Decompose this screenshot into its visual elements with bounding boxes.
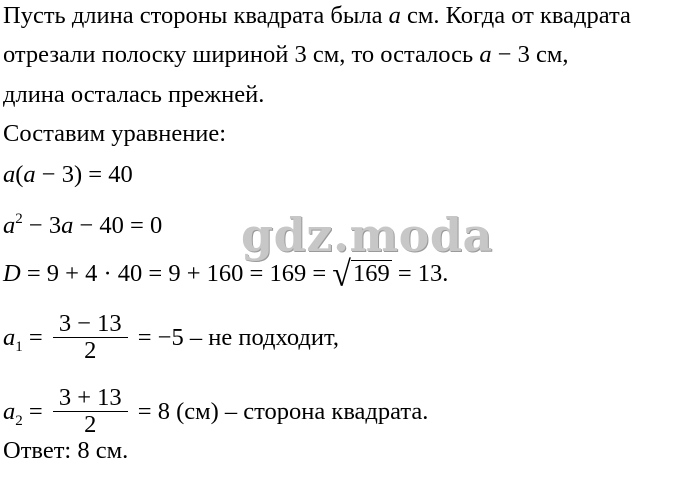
text-line-4 (3, 120, 226, 148)
text-fragment: = 8 (см) – сторона квадрата. (131, 398, 429, 426)
equation-1 (3, 161, 133, 189)
variable-a: a (23, 161, 36, 188)
text-fragment: − 3 (22, 212, 62, 239)
equation-2 (3, 212, 162, 240)
radicand: 169 (352, 260, 390, 287)
text-fragment: Составим уравнение: (3, 120, 227, 147)
variable-a: a (479, 41, 492, 68)
numerator: 3 + 13 (53, 385, 128, 412)
subscript: 2 (15, 413, 23, 430)
text-fragment: длина осталась прежней. (3, 81, 265, 108)
text-fragment: = −5 – не подходит, (131, 324, 339, 352)
text-fragment: = 9 + 4 · 40 = 9 + 160 = 169 = (20, 260, 333, 287)
radical-sign-icon: √ (332, 255, 351, 294)
watermark-logo: gdz.moda (241, 208, 493, 262)
variable-a: a (3, 161, 16, 188)
variable-a: a (3, 212, 16, 239)
text-fragment: ( (15, 161, 24, 188)
text-line-1 (3, 2, 631, 30)
text-line-2 (3, 41, 569, 69)
exponent: 2 (15, 211, 23, 227)
text-fragment: − 40 = 0 (73, 212, 163, 239)
variable-a: a (388, 2, 401, 29)
text-fragment: = (22, 398, 49, 426)
variable-d: D (3, 260, 21, 287)
text-fragment: см. Когда от квадрата (400, 2, 631, 29)
text-fragment: отрезали полоску шириной 3 см, то осталось (3, 41, 480, 68)
denominator: 2 (84, 411, 97, 438)
text-fragment: − 3) = 40 (35, 161, 133, 188)
numerator: 3 − 13 (53, 311, 128, 338)
text-fragment: = (22, 324, 49, 352)
variable-a: a (61, 212, 74, 239)
square-root (332, 255, 391, 294)
answer-line (3, 437, 128, 465)
fraction (53, 311, 128, 364)
answer-text: Ответ: 8 см. (3, 437, 129, 464)
equation-root-2 (3, 384, 429, 440)
equation-root-1 (3, 310, 339, 366)
variable-a: a (3, 398, 16, 426)
fraction (53, 385, 128, 438)
subscript: 1 (15, 339, 23, 356)
text-fragment: = 13. (391, 260, 449, 287)
text-fragment: Пусть длина стороны квадрата была (3, 2, 389, 29)
text-line-3 (3, 81, 264, 109)
denominator: 2 (84, 337, 97, 364)
text-fragment: − 3 см, (491, 41, 569, 68)
variable-a: a (3, 324, 16, 352)
equation-discriminant (3, 255, 449, 294)
